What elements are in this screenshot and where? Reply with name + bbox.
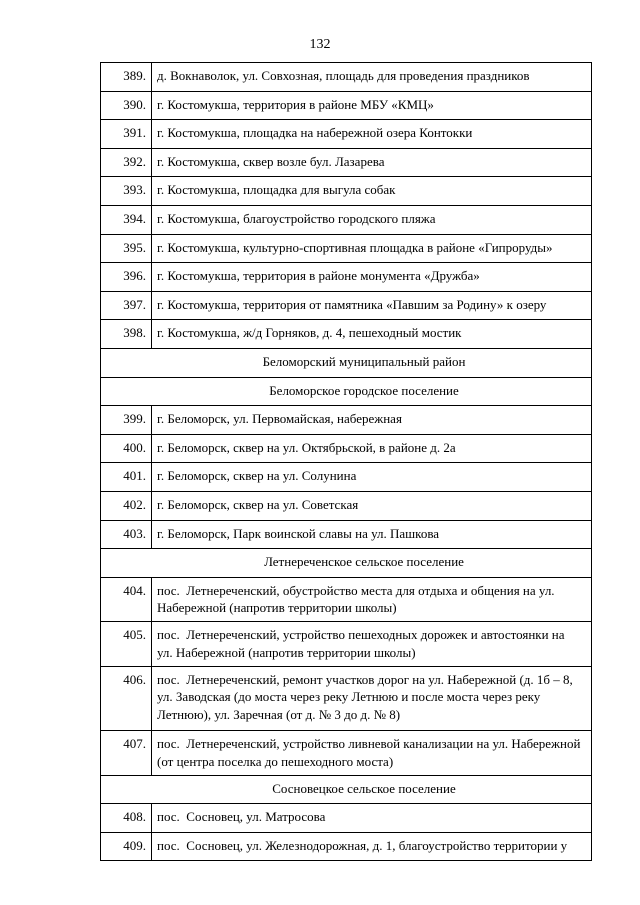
table-row [100,292,592,321]
row-text: г. Костомукша, территория в районе МБУ «КМЦ» [157,96,434,112]
row-number: 390. [101,92,152,120]
page-number: 132 [309,37,331,52]
row-text: пос. Летнереченский, ремонт участков дорог на ул. Набережной (д. 1б – 8, ул. Заводская (до моста через реку Летнюю и после моста через реку Летнюю), ул. Заречная (от д. № 3 до д. № 8) [157,671,573,722]
row-number: 392. [101,149,152,177]
row-number: 398. [101,320,152,348]
row-text: г. Костомукша, площадка на набережной озера Контокки [157,125,473,141]
row-number: 394. [101,206,152,234]
row-number: 409. [101,833,152,861]
row-text: г. Костомукша, культурно-спортивная площадка в районе «Гипроруды» [157,239,553,255]
row-number: 404. [101,578,152,622]
table-row [100,406,592,435]
row-number: 395. [101,235,152,263]
row-number: 408. [101,804,152,832]
section-title: Сосновецкое сельское поселение [272,780,456,796]
table-row [100,263,592,292]
row-text: г. Беломорск, сквер на ул. Солунина [157,468,357,484]
table-row [100,92,592,121]
row-text: г. Костомукша, площадка для выгула собак [157,182,396,198]
row-text: г. Костомукша, территория от памятника «Павшим за Родину» к озеру [157,296,547,312]
row-text: г. Костомукша, благоустройство городского пляжа [157,210,436,226]
row-text: г. Беломорск, сквер на ул. Октябрьской, в районе д. 2а [157,439,456,455]
table-row [100,235,592,264]
row-text: д. Вокнаволок, ул. Совхозная, площадь для проведения праздников [157,68,530,83]
objects-table [100,62,592,861]
table-row [100,63,592,92]
table-row [100,731,592,776]
row-number: 405. [101,622,152,666]
table-row [100,492,592,521]
row-text: пос. Сосновец, ул. Матросова [157,809,326,825]
row-text: г. Беломорск, ул. Первомайская, набережная [157,411,402,427]
table-row [100,206,592,235]
row-number: 403. [101,521,152,549]
section-row [100,378,592,407]
row-number: 397. [101,292,152,320]
table-row [100,320,592,349]
row-number: 401. [101,463,152,491]
row-text: г. Беломорск, Парк воинской славы на ул. Пашкова [157,525,440,541]
row-text: пос. Сосновец, ул. Железнодорожная, д. 1, благоустройство территории у [157,837,568,853]
row-text: пос. Летнереченский, обустройство места для отдыха и общения на ул. Набережной (напротив территории школы) [157,582,555,616]
table-row [100,833,592,862]
row-number: 406. [101,667,152,731]
table-row [100,435,592,464]
row-text: г. Костомукша, территория в районе монумента «Дружба» [157,268,480,284]
section-title: Беломорское городское поселение [269,382,459,398]
row-text: пос. Летнереченский, устройство пешеходных дорожек и автостоянки на ул. Набережной (напротив территории школы) [157,627,565,660]
row-text: г. Костомукша, сквер возле бул. Лазарева [157,153,385,169]
table-row [100,177,592,206]
table-row [100,120,592,149]
row-text: пос. Летнереченский, устройство ливневой канализации на ул. Набережной (от центра поселка до пешеходного моста) [157,736,581,769]
section-row [100,549,592,578]
row-number: 391. [101,120,152,148]
row-number: 396. [101,263,152,291]
table-row [100,521,592,550]
row-text: г. Костомукша, ж/д Горняков, д. 4, пешеходный мостик [157,325,462,341]
table-row [100,667,592,732]
row-number: 399. [101,406,152,434]
table-row [100,804,592,833]
table-row [100,149,592,178]
row-number: 389. [101,63,152,91]
row-number: 402. [101,492,152,520]
row-number: 400. [101,435,152,463]
table-row [100,578,592,623]
table-row [100,622,592,667]
row-text: г. Беломорск, сквер на ул. Советская [157,496,359,512]
row-number: 393. [101,177,152,205]
section-row [100,776,592,805]
table-row [100,463,592,492]
section-title: Летнереченское сельское поселение [264,554,464,570]
row-number: 407. [101,731,152,775]
section-title: Беломорский муниципальный район [262,353,466,369]
section-row [100,349,592,378]
